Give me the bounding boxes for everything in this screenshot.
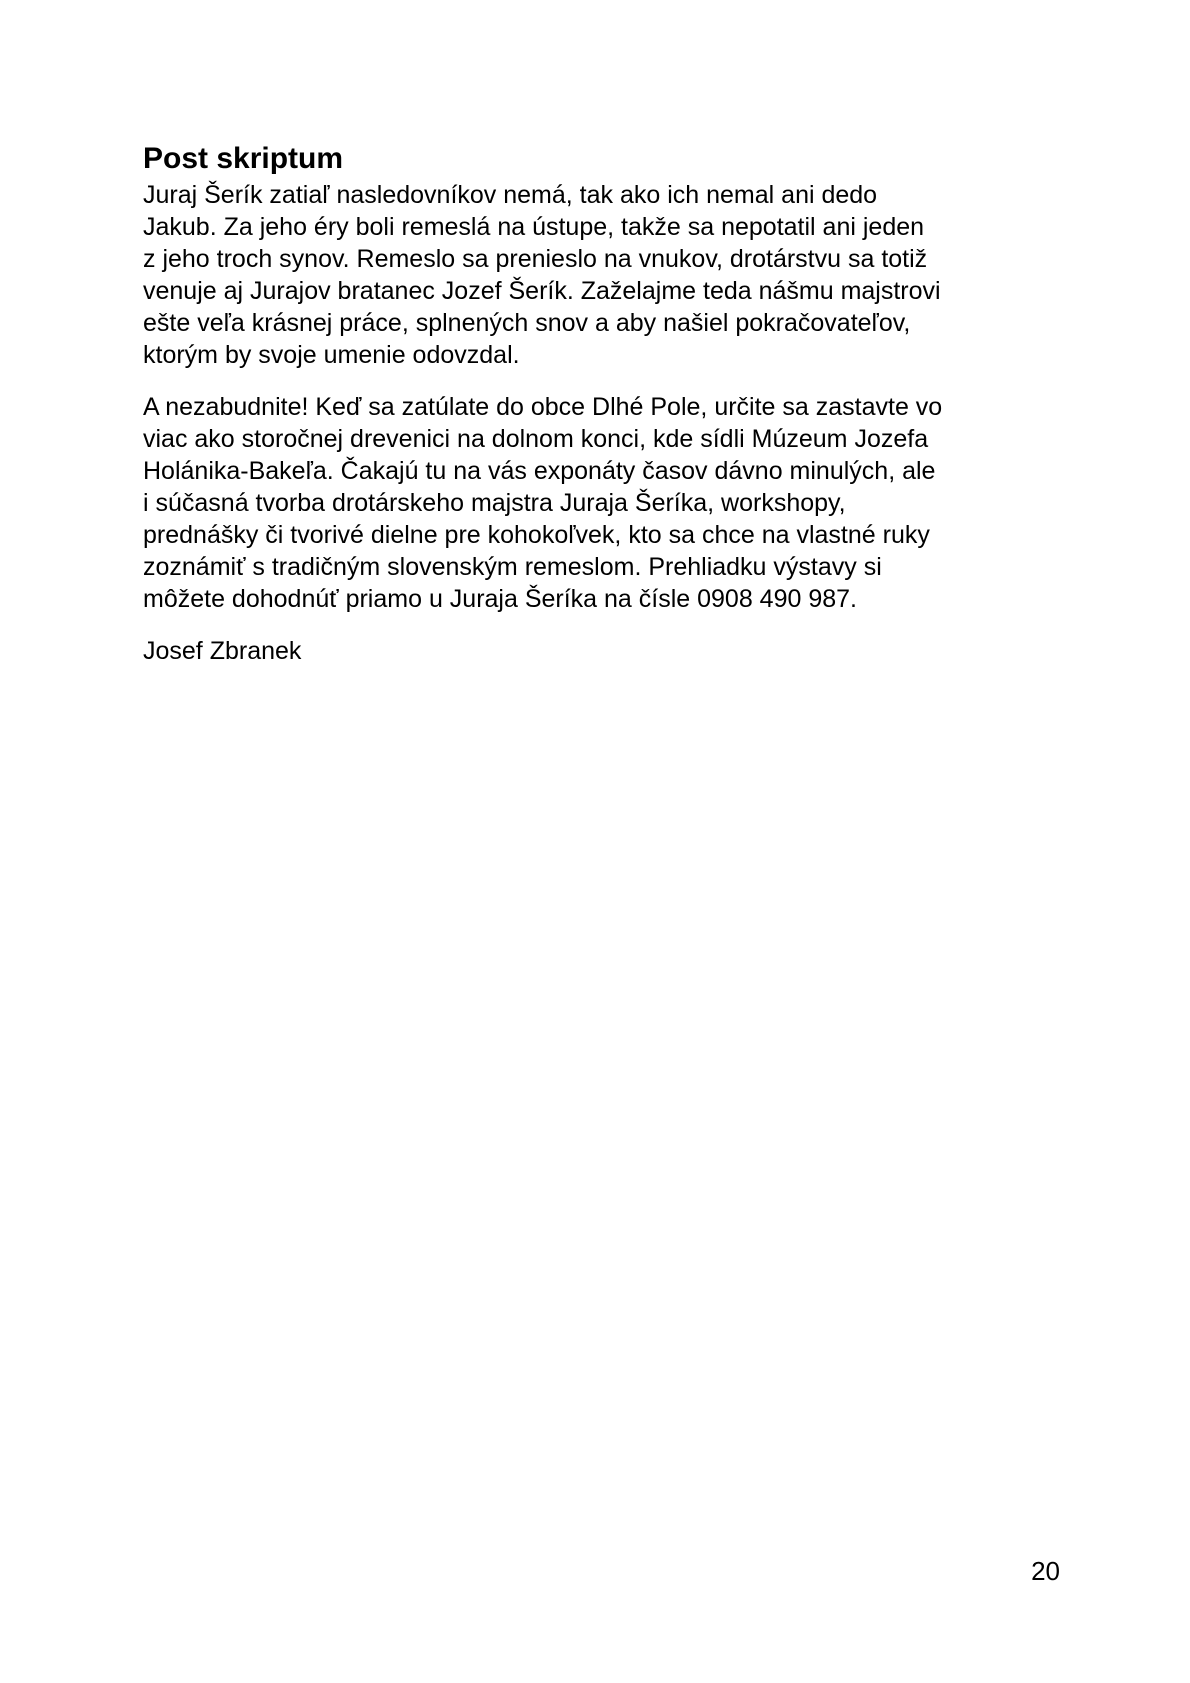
text-line: prednášky či tvorivé dielne pre kohokoľvek, kto sa chce na vlastné ruky [143, 521, 930, 549]
text-line: Holánika-Bakeľa. Čakajú tu na vás exponáty časov dávno minulých, ale [143, 457, 936, 485]
text-line: Juraj Šerík zatiaľ nasledovníkov nemá, tak ako ich nemal ani dedo [143, 181, 878, 209]
text-line: viac ako storočnej drevenici na dolnom konci, kde sídli Múzeum Jozefa [143, 425, 929, 453]
text-line: Jakub. Za jeho éry boli remeslá na ústupe, takže sa nepotatil ani jeden [143, 213, 925, 241]
text-line: zoznámiť s tradičným slovenským remeslom. Prehliadku výstavy si [143, 553, 882, 581]
text-line: ešte veľa krásnej práce, splnených snov a aby našiel pokračovateľov, [143, 309, 911, 337]
section-heading: Post skriptum [143, 142, 344, 175]
page-number: 20 [1031, 1556, 1060, 1586]
paragraph-2 [143, 391, 1063, 615]
text-line: môžete dohodnúť priamo u Juraja Šeríka na čísle 0908 490 987. [143, 585, 858, 613]
text-line: ktorým by svoje umenie odovzdal. [143, 341, 520, 369]
text-line: venuje aj Jurajov bratanec Jozef Šerík. Zaželajme teda nášmu majstrovi [143, 277, 941, 305]
text-line: i súčasná tvorba drotárskeho majstra Juraja Šeríka, workshopy, [143, 489, 846, 517]
text-line: z jeho troch synov. Remeslo sa prenieslo na vnukov, drotárstvu sa totiž [143, 245, 928, 273]
author-signature: Josef Zbranek [143, 637, 302, 665]
article-body [143, 141, 1063, 667]
paragraph-1 [143, 179, 1063, 371]
text-line: A nezabudnite! Keď sa zatúlate do obce Dlhé Pole, určite sa zastavte vo [143, 393, 943, 421]
